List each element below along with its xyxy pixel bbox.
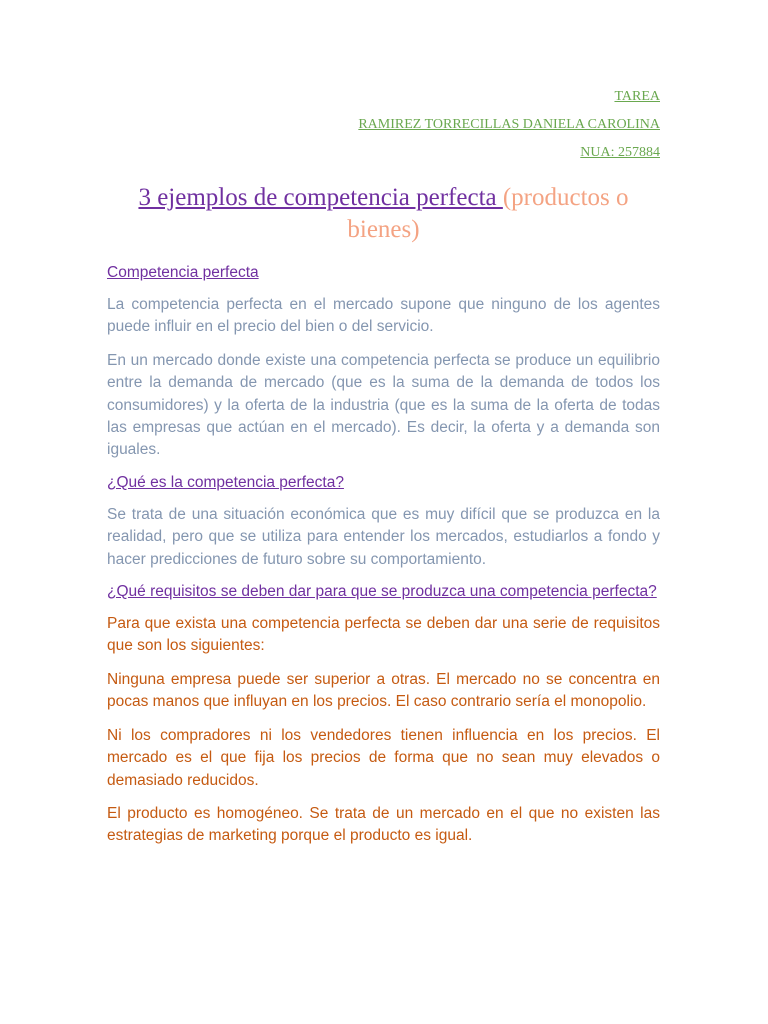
document-page xyxy=(107,88,660,859)
paragraph: Para que exista una competencia perfecta se deben dar una serie de requisitos que son los siguientes: xyxy=(107,615,660,655)
paragraph: El producto es homogéneo. Se trata de un mercado en el que no existen las estrategias de marketing porque el producto es igual. xyxy=(107,804,660,845)
section-heading-competencia: Competencia perfecta xyxy=(107,264,259,281)
title-main: 3 ejemplos de competencia perfecta xyxy=(138,184,503,211)
paragraph: Ninguna empresa puede ser superior a otras. El mercado no se concentra en pocas manos que influyan en los precios. El caso contrario sería el monopolio. xyxy=(107,670,660,711)
document-title xyxy=(107,182,660,246)
section-heading-que-es: ¿Qué es la competencia perfecta? xyxy=(107,473,344,491)
paragraph: En un mercado donde existe una competencia perfecta se produce un equilibrio entre la demanda de mercado (que es la suma de la demanda de todos los consumidores) y la oferta de la industria (que es la suma de la oferta de todas las empresas que actúan en el mercado). Es decir, la oferta y a demanda son iguales. xyxy=(107,351,660,459)
header-student-name: RAMIREZ TORRECILLAS DANIELA CAROLINA xyxy=(358,117,660,132)
title-accent: (productos o bienes) xyxy=(347,184,629,243)
header-nua: NUA: 257884 xyxy=(580,145,660,160)
paragraph: Ni los compradores ni los vendedores tienen influencia en los precios. El mercado es el que fija los precios de forma que no sean muy elevados o demasiado reducidos. xyxy=(107,726,660,789)
header-task: TAREA xyxy=(614,89,660,104)
section-heading-requisitos: ¿Qué requisitos se deben dar para que se produzca una competencia perfecta? xyxy=(107,583,657,601)
paragraph: Se trata de una situación económica que es muy difícil que se produzca en la realidad, pero que se utiliza para entender los mercados, estudiarlos a fondo y hacer predicciones de futuro sobre su comportamiento. xyxy=(107,505,660,568)
paragraph: La competencia perfecta en el mercado supone que ninguno de los agentes puede influir en el precio del bien o del servicio. xyxy=(107,296,660,336)
